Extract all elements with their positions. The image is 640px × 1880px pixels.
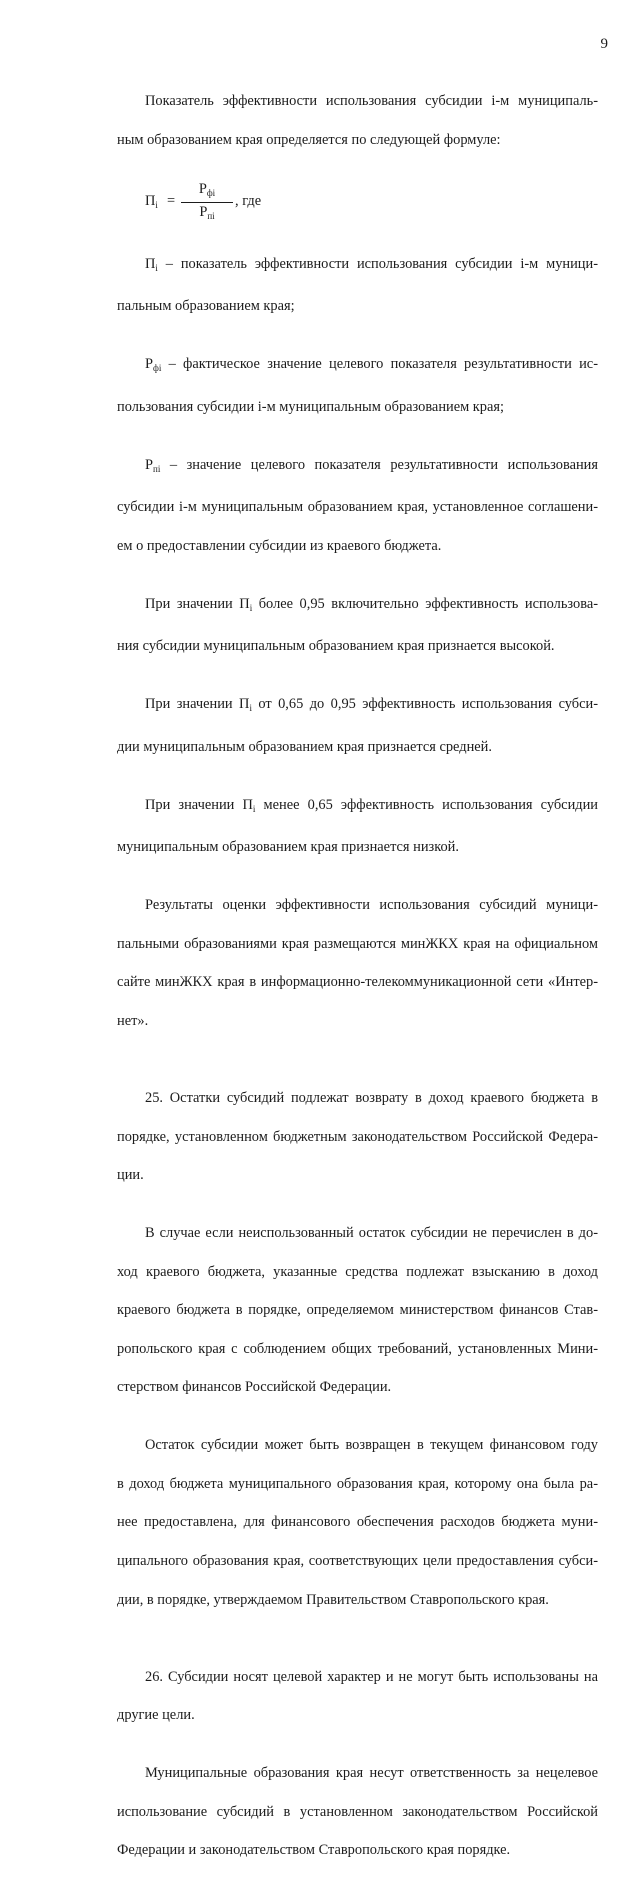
paragraph-formula-intro bbox=[117, 73, 598, 169]
efficiency-formula bbox=[145, 181, 598, 225]
paragraph-balance-return bbox=[117, 1417, 598, 1629]
text-line: муниципальным образованием края признается низкой. bbox=[117, 839, 459, 856]
text-line: ния субсидии муниципальным образованием края признается высокой. bbox=[117, 638, 555, 655]
paragraph-responsibility bbox=[117, 1745, 598, 1880]
text-line: Показатель эффективности использования субсидии i-м муниципаль- bbox=[145, 93, 598, 110]
text-line: $Р_{фi}$ – фактическое значение целевого показателя результативности ис- bbox=[145, 356, 598, 374]
text-line: пальными образованиями края размещаются минЖКХ края на официальном bbox=[117, 935, 598, 952]
text-line: сайте минЖКХ края в информационно-телекоммуникационной сети «Интер- bbox=[117, 974, 598, 991]
formula-fraction bbox=[181, 181, 233, 224]
text-line: в доход бюджета муниципального образования края, которому она была ра- bbox=[117, 1475, 598, 1492]
text-line: дии муниципальным образованием края признается средней. bbox=[117, 738, 492, 755]
text-line: $П_i$ – показатель эффективности использования субсидии i-м муници- bbox=[145, 255, 598, 273]
text-line: субсидии i-м муниципальным образованием края, установленное соглашени- bbox=[117, 499, 598, 516]
text-line: Федерации и законодательством Ставропольского края порядке. bbox=[117, 1842, 511, 1859]
text-line: $Р_{пi}$ – значение целевого показателя результативности использования bbox=[145, 456, 598, 474]
formula-tail: , где bbox=[235, 193, 262, 210]
text-line: нет». bbox=[117, 1013, 149, 1030]
text-line: пользования субсидии i-м муниципальным образованием края; bbox=[117, 398, 505, 415]
paragraph-results-publication bbox=[117, 877, 598, 1051]
text-line: ции. bbox=[117, 1167, 144, 1184]
text-line: дии, в порядке, утверждаемом Правительством Ставропольского края. bbox=[117, 1591, 549, 1608]
text-line: краевого бюджета в порядке, определяемом министерством финансов Став- bbox=[117, 1302, 598, 1319]
text-line: пальным образованием края; bbox=[117, 298, 295, 315]
text-line: При значении $П_i$ от 0,65 до 0,95 эффективность использования субси- bbox=[145, 696, 598, 714]
text-line: стерством финансов Российской Федерации. bbox=[117, 1379, 392, 1396]
paragraph-definition-rp bbox=[117, 436, 598, 575]
page-number: 9 bbox=[600, 36, 608, 52]
paragraph-item-25 bbox=[117, 1070, 598, 1205]
paragraph-gap bbox=[117, 1629, 598, 1648]
formula-numerator: $Р_{фi}$ bbox=[198, 181, 216, 199]
text-line: При значении $П_i$ более 0,95 включительно эффективность использова- bbox=[145, 595, 599, 613]
text-line: При значении $П_i$ менее 0,65 эффективность использования субсидии bbox=[145, 796, 598, 814]
text-line: В случае если неиспользованный остаток субсидии не перечислен в до- bbox=[145, 1225, 598, 1242]
formula-lhs: $П_i$ bbox=[145, 193, 158, 211]
text-line: ем о предоставлении субсидии из краевого бюджета. bbox=[117, 537, 442, 554]
text-line: Муниципальные образования края несут ответственность за нецелевое bbox=[145, 1765, 598, 1782]
paragraph-high-efficiency bbox=[117, 576, 598, 676]
text-line: ципального образования края, соответствующих цели предоставления субси- bbox=[117, 1553, 598, 1570]
text-line: ход краевого бюджета, указанные средства подлежат взысканию в доход bbox=[117, 1263, 598, 1280]
text-line: другие цели. bbox=[117, 1707, 195, 1724]
formula-denominator: $Р_{пi}$ bbox=[199, 204, 215, 222]
text-line: 25. Остатки субсидий подлежат возврату в доход краевого бюджета в bbox=[145, 1089, 598, 1106]
paragraph-gap bbox=[117, 1051, 598, 1070]
paragraph-definition-p bbox=[117, 235, 598, 335]
text-line: порядке, установленном бюджетным законодательством Российской Федера- bbox=[117, 1128, 598, 1145]
text-line: 26. Субсидии носят целевой характер и не могут быть использованы на bbox=[145, 1668, 598, 1685]
text-line: ропольского края с соблюдением общих требований, установленных Мини- bbox=[117, 1340, 598, 1357]
paragraph-medium-efficiency bbox=[117, 676, 598, 776]
paragraph-unspent-balance bbox=[117, 1205, 598, 1417]
text-line: ным образованием края определяется по следующей формуле: bbox=[117, 131, 501, 148]
fraction-bar bbox=[181, 202, 233, 203]
paragraph-item-26 bbox=[117, 1648, 598, 1744]
text-line: Остаток субсидии может быть возвращен в текущем финансовом году bbox=[145, 1437, 598, 1454]
text-line: использование субсидий в установленном законодательством Российской bbox=[117, 1803, 598, 1820]
paragraph-definition-rf bbox=[117, 336, 598, 436]
formula-equals: = bbox=[167, 193, 176, 210]
text-line: нее предоставлена, для финансового обеспечения расходов бюджета муни- bbox=[117, 1514, 598, 1531]
text-line: Результаты оценки эффективности использования субсидий муници- bbox=[145, 897, 598, 914]
paragraph-low-efficiency bbox=[117, 777, 598, 877]
document-body bbox=[117, 73, 598, 1880]
